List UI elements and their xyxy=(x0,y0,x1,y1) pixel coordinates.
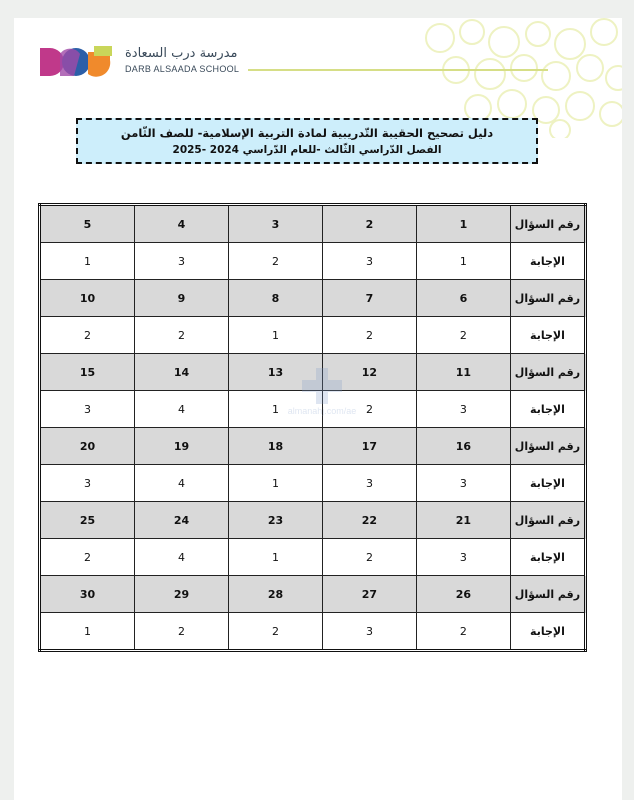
question-number-row xyxy=(40,280,586,317)
header-divider xyxy=(248,69,548,71)
answer-cell: 4 xyxy=(135,465,229,502)
answer-cell: 2 xyxy=(135,613,229,651)
question-number-cell: 28 xyxy=(228,576,322,613)
school-name-english: DARB ALSAADA SCHOOL xyxy=(125,64,240,74)
answer-cell: 3 xyxy=(322,243,416,280)
plus-icon xyxy=(302,368,342,404)
answer-cell: 3 xyxy=(322,613,416,651)
answer-row-label: الإجابة xyxy=(510,539,585,576)
answer-cell: 1 xyxy=(228,539,322,576)
question-number-cell: 26 xyxy=(416,576,510,613)
question-number-cell: 10 xyxy=(40,280,135,317)
question-number-cell: 3 xyxy=(228,205,322,243)
question-number-cell: 16 xyxy=(416,428,510,465)
answer-cell: 1 xyxy=(228,391,322,428)
answer-cell: 3 xyxy=(40,391,135,428)
question-number-cell: 21 xyxy=(416,502,510,539)
school-name-arabic: مدرسة درب السعادة xyxy=(125,46,238,61)
answer-row xyxy=(40,613,586,651)
answer-cell: 2 xyxy=(228,243,322,280)
question-number-cell: 5 xyxy=(40,205,135,243)
document-title: دليل تصحيح الحقيبة التّدريبية لمادة التربية الإسلامية- للصف الثّامن xyxy=(120,126,494,140)
question-number-cell: 20 xyxy=(40,428,135,465)
question-number-cell: 19 xyxy=(135,428,229,465)
question-number-row xyxy=(40,576,586,613)
question-number-cell: 22 xyxy=(322,502,416,539)
question-number-cell: 9 xyxy=(135,280,229,317)
question-row-label: رقم السؤال xyxy=(510,205,585,243)
answer-cell: 2 xyxy=(228,613,322,651)
question-number-cell: 2 xyxy=(322,205,416,243)
answer-cell: 3 xyxy=(416,391,510,428)
answer-row-label: الإجابة xyxy=(510,465,585,502)
answer-row xyxy=(40,317,586,354)
answer-row-label: الإجابة xyxy=(510,613,585,651)
question-number-cell: 29 xyxy=(135,576,229,613)
answer-cell: 4 xyxy=(135,391,229,428)
question-number-cell: 14 xyxy=(135,354,229,391)
question-number-cell: 23 xyxy=(228,502,322,539)
answer-row-label: الإجابة xyxy=(510,317,585,354)
question-row-label: رقم السؤال xyxy=(510,354,585,391)
question-number-cell: 24 xyxy=(135,502,229,539)
question-number-cell: 12 xyxy=(322,354,416,391)
title-box xyxy=(76,118,538,164)
question-number-cell: 27 xyxy=(322,576,416,613)
question-number-cell: 17 xyxy=(322,428,416,465)
answer-cell: 2 xyxy=(40,317,135,354)
answer-row xyxy=(40,465,586,502)
watermark-text: almanahj.com/ae xyxy=(287,406,357,416)
answer-cell: 2 xyxy=(135,317,229,354)
question-number-cell: 30 xyxy=(40,576,135,613)
answer-cell: 2 xyxy=(416,613,510,651)
question-number-cell: 25 xyxy=(40,502,135,539)
question-number-cell: 13 xyxy=(228,354,322,391)
question-number-cell: 8 xyxy=(228,280,322,317)
question-number-cell: 1 xyxy=(416,205,510,243)
question-row-label: رقم السؤال xyxy=(510,576,585,613)
question-number-cell: 18 xyxy=(228,428,322,465)
document-subtitle: الفصل الدّراسي الثّالث -للعام الدّراسي 2024 -2025 xyxy=(172,144,442,156)
answer-cell: 2 xyxy=(322,539,416,576)
question-number-cell: 4 xyxy=(135,205,229,243)
answer-cell: 3 xyxy=(416,539,510,576)
answer-row xyxy=(40,243,586,280)
answer-cell: 3 xyxy=(40,465,135,502)
question-number-cell: 7 xyxy=(322,280,416,317)
question-row-label: رقم السؤال xyxy=(510,502,585,539)
answer-cell: 2 xyxy=(40,539,135,576)
answer-cell: 3 xyxy=(416,465,510,502)
answer-cell: 1 xyxy=(40,613,135,651)
answer-row-label: الإجابة xyxy=(510,391,585,428)
question-number-cell: 6 xyxy=(416,280,510,317)
question-number-cell: 15 xyxy=(40,354,135,391)
answer-cell: 1 xyxy=(416,243,510,280)
answer-row xyxy=(40,539,586,576)
question-row-label: رقم السؤال xyxy=(510,280,585,317)
answer-cell: 3 xyxy=(322,465,416,502)
answer-cell: 3 xyxy=(135,243,229,280)
question-number-cell: 11 xyxy=(416,354,510,391)
school-logo xyxy=(38,44,112,80)
answer-cell: 2 xyxy=(416,317,510,354)
watermark xyxy=(262,368,382,428)
answer-cell: 4 xyxy=(135,539,229,576)
answer-cell: 2 xyxy=(322,391,416,428)
answer-cell: 1 xyxy=(40,243,135,280)
answer-cell: 1 xyxy=(228,317,322,354)
answer-cell: 1 xyxy=(228,465,322,502)
answer-cell: 2 xyxy=(322,317,416,354)
answer-row-label: الإجابة xyxy=(510,243,585,280)
question-number-row xyxy=(40,205,586,243)
question-row-label: رقم السؤال xyxy=(510,428,585,465)
question-number-row xyxy=(40,502,586,539)
question-number-row xyxy=(40,428,586,465)
